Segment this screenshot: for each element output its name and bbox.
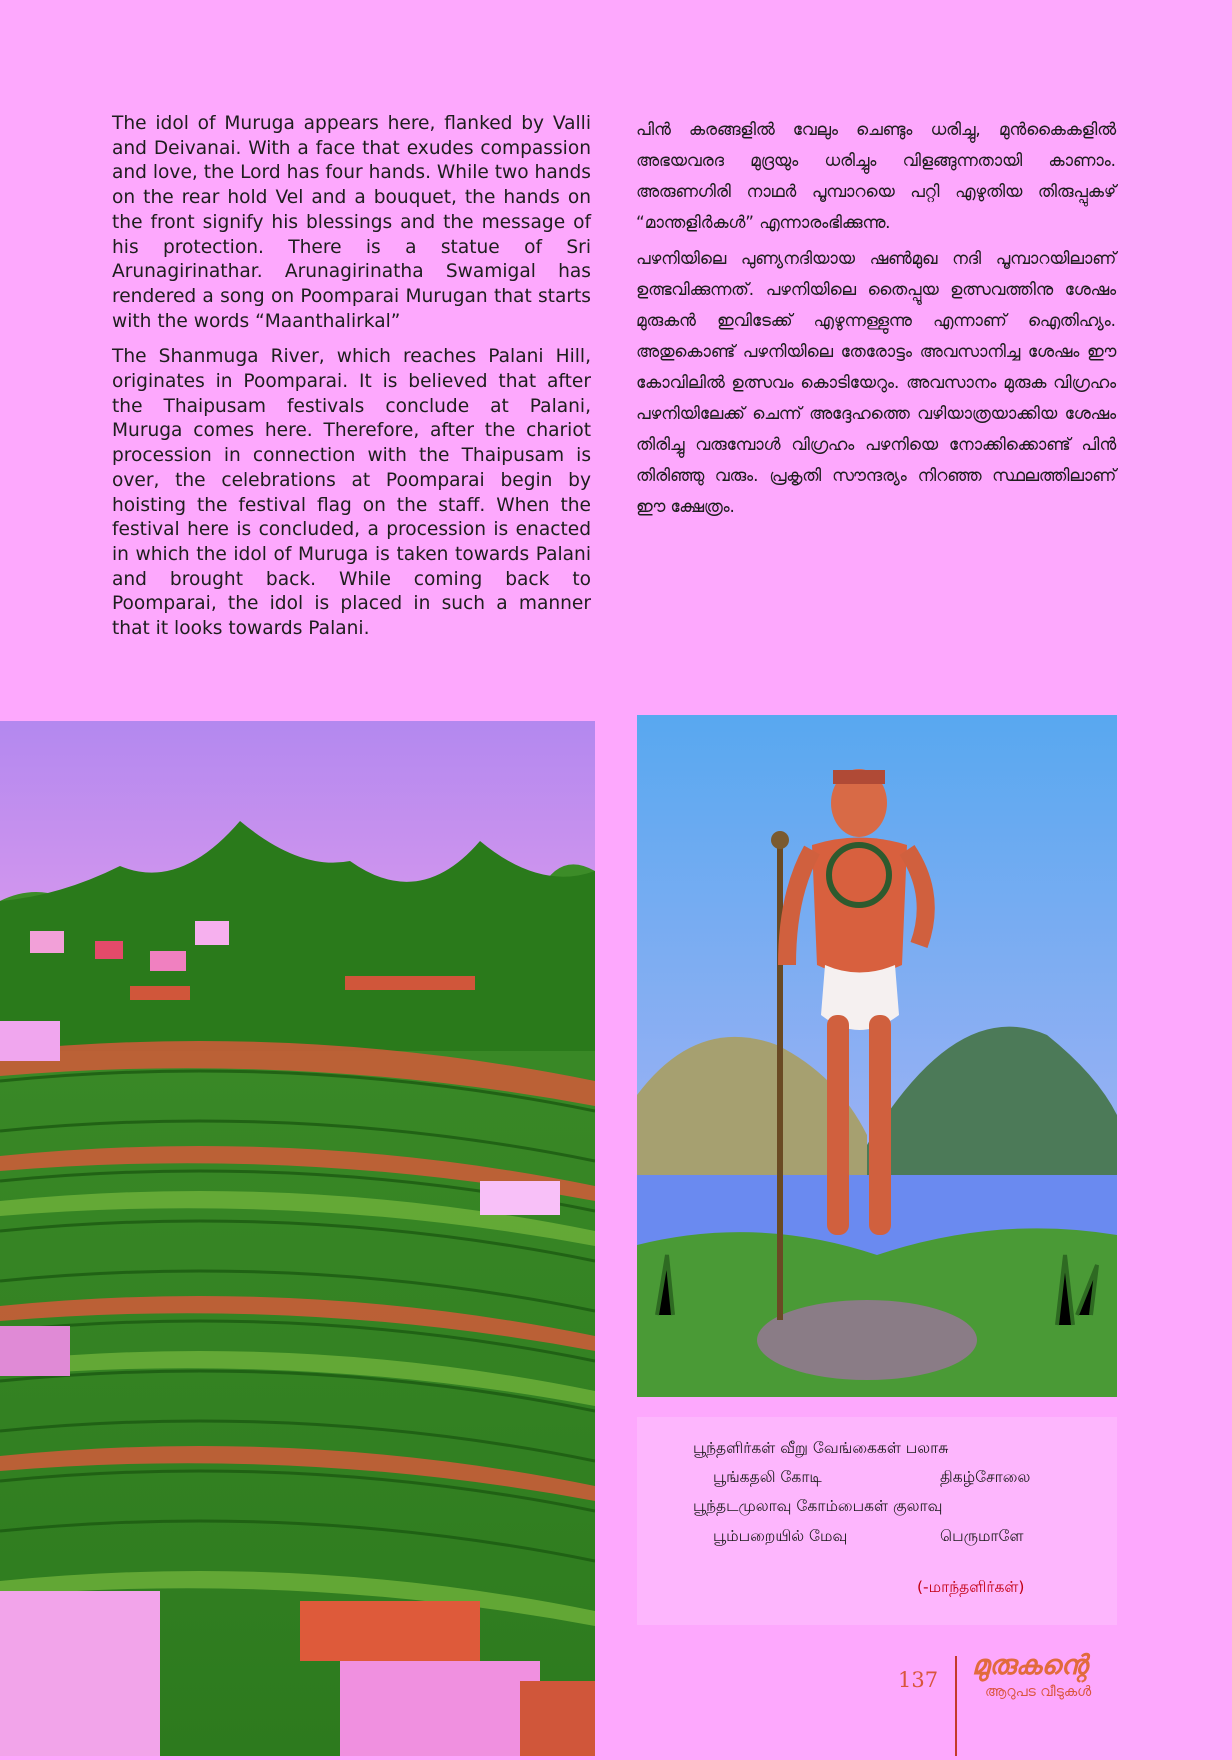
verse-line-4-right: பெருமாளே <box>940 1527 1024 1545</box>
verse-line-1: பூந்தளிர்கள் வீறு வேங்கைகள் பலாசு <box>693 1439 949 1457</box>
english-paragraph-2: The Shanmuga River, which reaches Palani Hill, originates in Poomparai. It is believed that after the Thaipusam festivals conclude at Palani, Muruga comes here. Therefore, after the chariot procession in connection with the Thaipusam is over, the celebrations at Poomparai begin by hoisting the festival flag on the staff. When the festival here is concluded, a procession is enacted in which the idol of Muruga is taken towards Palani and brought back. While coming back to Poomparai, the idol is placed in such a manner that it looks towards Palani. <box>112 346 591 640</box>
tamil-verse-box <box>637 1417 1117 1625</box>
verse-line-2-left: பூங்கதலி கோடி <box>713 1468 822 1486</box>
magazine-title: മുരുകന്റെ <box>972 1650 1088 1681</box>
verse-line-2-right: திகழ்சோலை <box>940 1468 1031 1486</box>
english-paragraph-1: The idol of Muruga appears here, flanked by Valli and Deivanai. With a face that exudes compassion and love, the Lord has four hands. While two hands on the rear hold Vel and a bouquet, the hands on the front signify his blessings and the message of his protection. There is a statue of Sri Arunagirinathar. Arunagirinatha Swamigal has rendered a song on Poomparai Murugan that starts with the words “Maanthalirkal” <box>112 113 591 332</box>
village-terraces-photo <box>0 721 595 1756</box>
malayalam-paragraph-2: പഴനിയിലെ പുണ്യനദിയായ ഷൺമുഖ നദി പൂമ്പാറയിലാണ് ഉത്ഭവിക്കുന്നത്. പഴനിയിലെ തൈപ്പൂയ ഉത്സവത്തിനു ശേഷം മുരുകൻ ഇവിടേക്ക് എഴുന്നള്ളുന്നു എന്നാണ് ഐതിഹ്യം. അതുകൊണ്ട് പഴനിയിലെ തേരോട്ടം അവസാനിച്ച ശേഷം ഈ കോവിലിൽ ഉത്സവം കൊടിയേറും. അവസാനം മുരുക വിഗ്രഹം പഴനിയിലേക്ക് ചെന്ന് അദ്ദേഹത്തെ വഴിയാത്രയാക്കിയ ശേഷം തിരിച്ചു വരുമ്പോൾ വിഗ്രഹം പഴനിയെ നോക്കിക്കൊണ്ട് പിൻ തിരിഞ്ഞു വരും. പ്രകൃതി സൗന്ദര്യം നിറഞ്ഞ സ്ഥലത്തിലാണ് ഈ ക്ഷേത്രം. <box>636 248 1116 516</box>
malayalam-paragraph-1: പിൻ കരങ്ങളിൽ വേലും ചെണ്ടും ധരിച്ചു, മുൻകൈകളിൽ അഭയവരദ മുദ്രയും ധരിച്ചും വിളങ്ങുന്നതായി കാണാം. അരുണഗിരി നാഥർ പൂമ്പാറയെ പറ്റി എഴുതിയ തിരുപ്പുകഴ് “മാന്തളിർകൾ” എന്നാരംഭിക്കുന്നു. <box>636 119 1116 232</box>
magazine-subtitle: ആറുപട വീടുകൾ <box>985 1684 1092 1700</box>
english-column <box>112 112 591 653</box>
footer-divider <box>955 1656 957 1756</box>
muruga-painting <box>637 715 1117 1397</box>
verse-line-3: பூந்தடமுலாவு கோம்பைகள் குலாவு <box>693 1497 943 1515</box>
verse-line-4-left: பூம்பறையில் மேவு <box>713 1527 848 1545</box>
malayalam-column <box>636 114 1116 527</box>
page-number: 137 <box>898 1668 939 1692</box>
verse-attribution: (-மாந்தளிர்கள்) <box>917 1578 1025 1596</box>
